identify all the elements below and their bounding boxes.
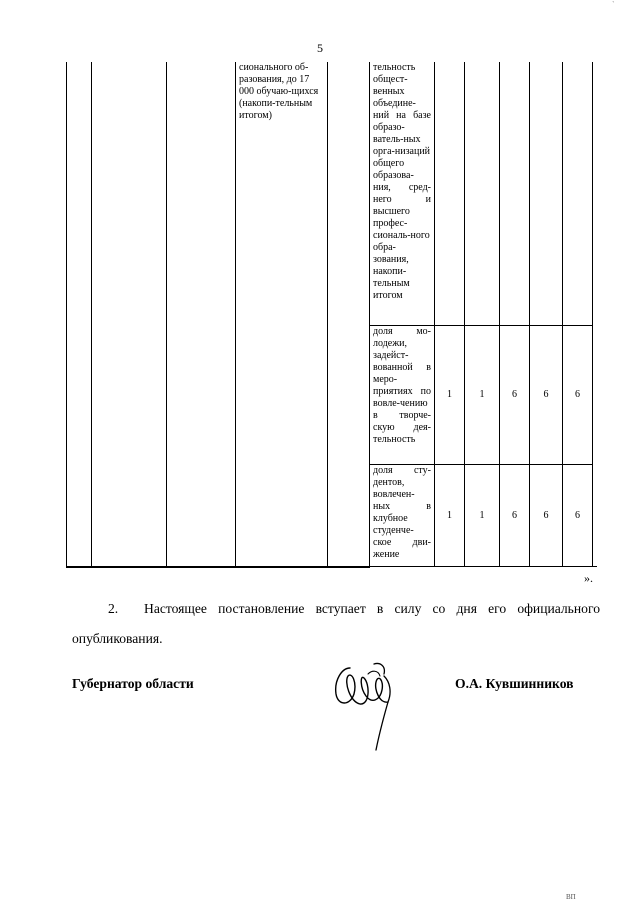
value-cell <box>500 62 530 326</box>
table-cell-executor <box>328 62 370 567</box>
goal-text: сионального об-разования, до 17 000 обучаю-щихся (накопи-тельным итогом) <box>239 62 319 121</box>
table-cell-goal <box>236 62 328 567</box>
value-cell <box>563 62 593 326</box>
value-cell: 1 <box>435 326 465 465</box>
value-cell: 6 <box>563 326 593 465</box>
value-cell: 6 <box>500 465 530 568</box>
paragraph-2 <box>72 594 600 654</box>
indicator-text: тельность общест-венных объедине-ний на базе образо-ватель-ных орга-низаций общего образова-ния, сред-него и высшего профес-сиональ-ного обра-зования, накопи-тельным итогом <box>373 62 431 301</box>
value-cell: 1 <box>465 326 500 465</box>
indicator-text: доля сту-дентов, вовлечен-ных в клубное студенче-ское дви-жение <box>373 465 431 560</box>
table-row <box>67 62 593 326</box>
value-cell: 6 <box>563 465 593 568</box>
page-number: 5 <box>317 41 323 55</box>
indicator-cell <box>370 326 435 465</box>
indicator-cell <box>370 62 435 326</box>
value-cell <box>465 62 500 326</box>
closing-quote: ». <box>584 571 593 585</box>
signer-name: О.А. Кувшинников <box>455 676 574 691</box>
paragraph-text: Настоящее постановление вступает в силу со дня его официального опубликования. <box>72 601 600 646</box>
footer-mark: ВП <box>566 893 576 901</box>
table-cell-task <box>92 62 167 567</box>
program-indicators-table <box>66 62 593 568</box>
corner-mark: ` <box>612 0 615 9</box>
value-cell: 1 <box>465 465 500 568</box>
indicator-text: доля мо-лодежи, задейст-вованной в меро-приятиях по вовле-чению в творче-скую дея-тельность <box>373 326 431 445</box>
indicator-cell <box>370 465 435 568</box>
value-cell: 6 <box>530 326 563 465</box>
value-cell: 6 <box>500 326 530 465</box>
paragraph-number: 2. <box>108 601 119 616</box>
table-cell-subprogram <box>167 62 236 567</box>
table-bottom-border <box>66 566 597 567</box>
signer-title: Губернатор области <box>72 676 194 691</box>
value-cell: 6 <box>530 465 563 568</box>
value-cell: 1 <box>435 465 465 568</box>
handwritten-signature <box>324 654 414 754</box>
value-cell <box>435 62 465 326</box>
table-cell-number <box>67 62 92 567</box>
value-cell <box>530 62 563 326</box>
